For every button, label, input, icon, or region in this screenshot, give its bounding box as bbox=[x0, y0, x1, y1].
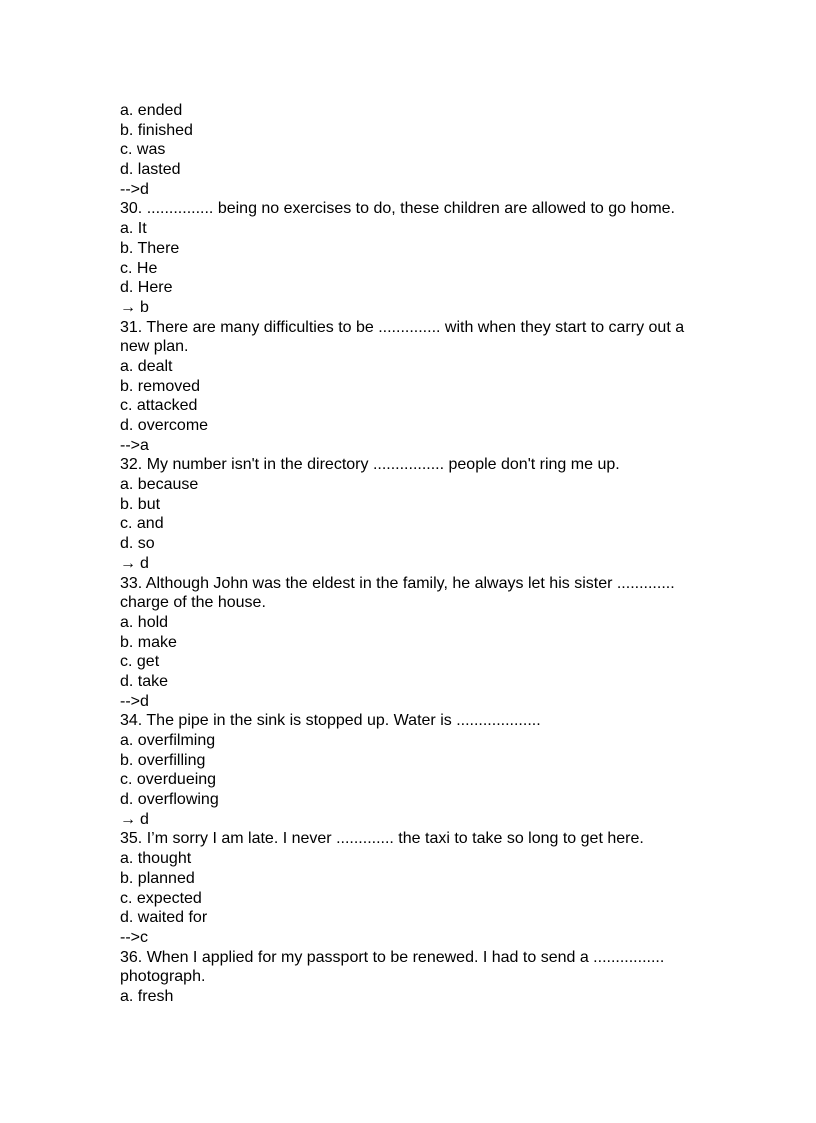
text-line bbox=[120, 318, 720, 338]
text-line bbox=[120, 967, 720, 987]
line-text: c. get bbox=[120, 653, 160, 671]
line-text: a. dealt bbox=[120, 357, 173, 375]
line-text: d. waited for bbox=[120, 909, 208, 927]
text-line bbox=[120, 633, 720, 653]
text-line bbox=[120, 278, 720, 298]
text-line bbox=[120, 455, 720, 475]
line-text: 31. There are many difficulties to be .............. with when they start to carry out a bbox=[120, 318, 685, 336]
line-text: a. because bbox=[120, 476, 199, 494]
arrow-right-icon: → bbox=[120, 810, 136, 828]
text-line bbox=[120, 948, 720, 968]
text-line bbox=[120, 672, 720, 692]
text-line bbox=[120, 514, 720, 534]
text-line bbox=[120, 849, 720, 869]
text-line bbox=[120, 475, 720, 495]
arrow-right-icon: → bbox=[120, 298, 136, 316]
line-text: b. removed bbox=[120, 377, 201, 395]
line-text: -->c bbox=[120, 928, 148, 946]
line-text: photograph. bbox=[120, 968, 206, 986]
text-line bbox=[120, 396, 720, 416]
text-line bbox=[120, 436, 720, 456]
line-text: b. but bbox=[120, 495, 161, 513]
line-text: new plan. bbox=[120, 338, 189, 356]
line-text: a. thought bbox=[120, 850, 192, 868]
line-text: a. fresh bbox=[120, 987, 174, 1005]
text-line bbox=[120, 495, 720, 515]
line-text: c. was bbox=[120, 141, 166, 159]
document-page bbox=[120, 101, 720, 1007]
line-text: charge of the house. bbox=[120, 594, 266, 612]
text-line bbox=[120, 377, 720, 397]
text-line bbox=[120, 140, 720, 160]
line-text: -->a bbox=[120, 436, 149, 454]
text-line bbox=[120, 869, 720, 889]
arrow-right-icon: → bbox=[120, 554, 136, 572]
line-text: d bbox=[140, 810, 149, 828]
line-text: d bbox=[140, 554, 149, 572]
line-text: c. overdueing bbox=[120, 771, 217, 789]
line-text: a. It bbox=[120, 220, 147, 238]
line-text: d. lasted bbox=[120, 161, 181, 179]
text-line bbox=[120, 574, 720, 594]
text-line bbox=[120, 731, 720, 751]
line-text: 30. ............... being no exercises to do, these children are allowed to go home. bbox=[120, 200, 675, 218]
line-text: c. attacked bbox=[120, 397, 198, 415]
text-line bbox=[120, 889, 720, 909]
text-line bbox=[120, 219, 720, 239]
text-line bbox=[120, 554, 720, 574]
line-text: -->d bbox=[120, 692, 149, 710]
text-line bbox=[120, 180, 720, 200]
text-line bbox=[120, 239, 720, 259]
line-text: -->d bbox=[120, 180, 149, 198]
line-text: a. hold bbox=[120, 613, 169, 631]
line-text: 32. My number isn't in the directory ................ people don't ring me up. bbox=[120, 456, 620, 474]
text-line bbox=[120, 121, 720, 141]
text-line bbox=[120, 928, 720, 948]
line-text: 33. Although John was the eldest in the family, he always let his sister ............. bbox=[120, 574, 675, 592]
line-text: d. overcome bbox=[120, 417, 209, 434]
line-text: b bbox=[140, 298, 149, 316]
text-line bbox=[120, 810, 720, 830]
line-text: b. make bbox=[120, 633, 177, 651]
text-line bbox=[120, 357, 720, 377]
line-text: c. He bbox=[120, 259, 158, 277]
text-line bbox=[120, 416, 720, 436]
line-text: b. finished bbox=[120, 121, 193, 139]
text-line bbox=[120, 829, 720, 849]
text-line bbox=[120, 534, 720, 554]
text-line bbox=[120, 613, 720, 633]
line-text: b. There bbox=[120, 239, 180, 257]
line-text: c. and bbox=[120, 515, 164, 533]
text-line bbox=[120, 770, 720, 790]
line-text: b. planned bbox=[120, 869, 195, 887]
line-text: a. overfilming bbox=[120, 732, 216, 749]
text-line bbox=[120, 101, 720, 121]
text-line bbox=[120, 987, 720, 1007]
line-text: 36. When I applied for my passport to be renewed. I had to send a ................ bbox=[120, 948, 665, 966]
text-line bbox=[120, 652, 720, 672]
text-line bbox=[120, 908, 720, 928]
text-line bbox=[120, 751, 720, 771]
text-line bbox=[120, 337, 720, 357]
text-line bbox=[120, 199, 720, 219]
text-line bbox=[120, 298, 720, 318]
line-text: d. so bbox=[120, 535, 155, 553]
line-text: a. ended bbox=[120, 102, 183, 119]
line-text: 34. The pipe in the sink is stopped up. Water is ................... bbox=[120, 712, 541, 730]
text-line bbox=[120, 160, 720, 180]
line-text: 35. I’m sorry I am late. I never ............. the taxi to take so long to get here. bbox=[120, 830, 644, 848]
line-text: d. take bbox=[120, 672, 169, 690]
line-text: c. expected bbox=[120, 889, 202, 907]
text-line bbox=[120, 593, 720, 613]
text-line bbox=[120, 692, 720, 712]
line-text: b. overfilling bbox=[120, 751, 206, 769]
line-text: d. overflowing bbox=[120, 791, 219, 809]
text-line bbox=[120, 711, 720, 731]
line-text: d. Here bbox=[120, 279, 173, 297]
text-line bbox=[120, 259, 720, 279]
text-line bbox=[120, 790, 720, 810]
